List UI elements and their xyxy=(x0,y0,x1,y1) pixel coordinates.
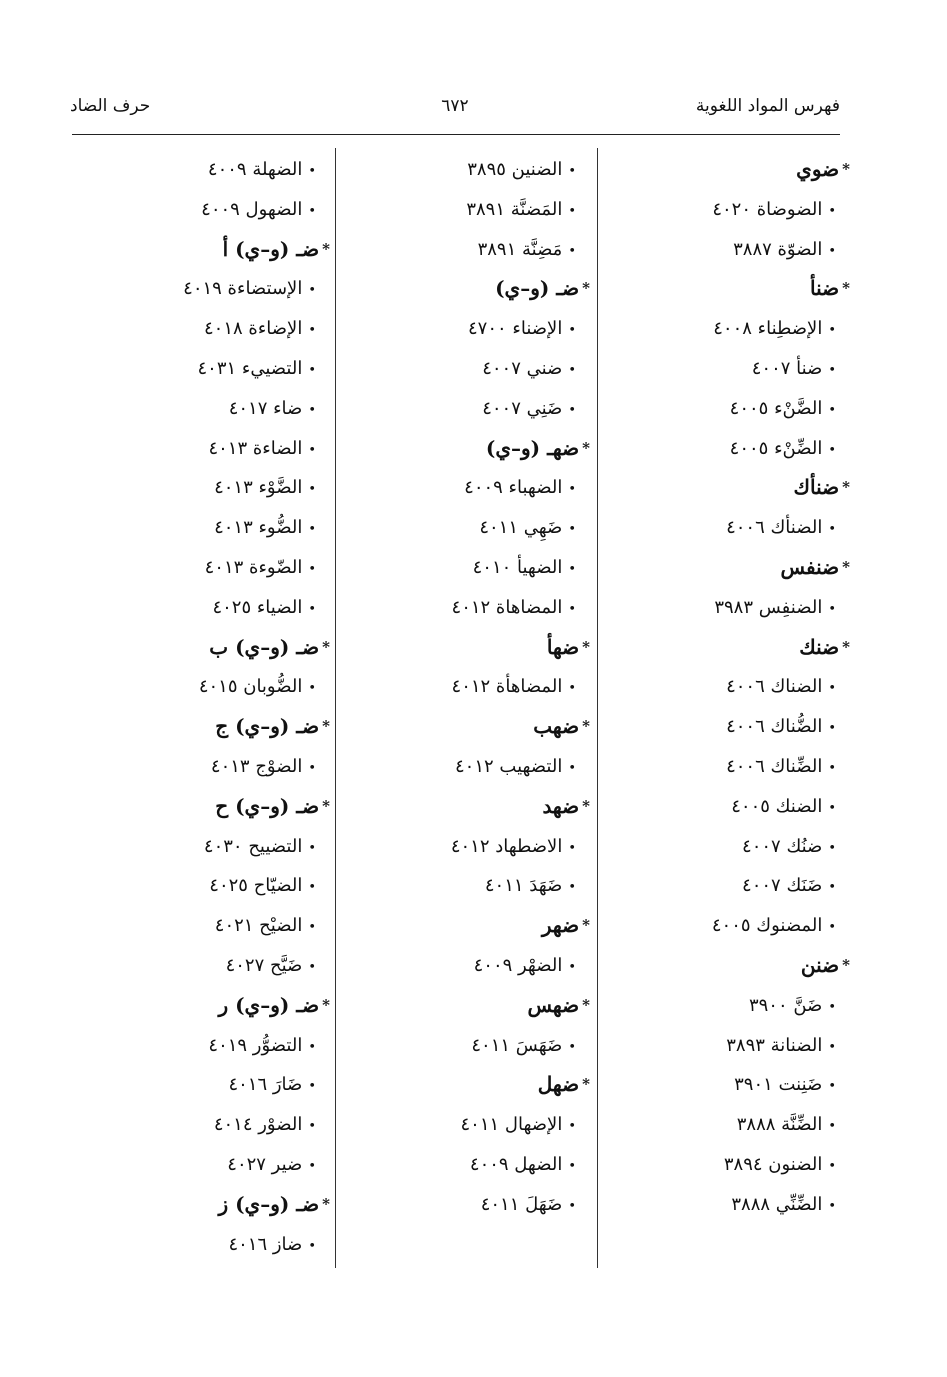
entry-text: ضني ٤٠٠٧ xyxy=(482,357,563,379)
entry-text: الضنين ٣٨٩٥ xyxy=(467,159,563,180)
entry-text: الضيّاح ٤٠٢٥ xyxy=(209,875,303,897)
star-marker: * xyxy=(322,995,330,1014)
index-entry xyxy=(340,548,590,588)
entry-text: الضوّة ٣٨٨٧ xyxy=(733,238,823,260)
entry-text: المضاهأة ٤٠١٢ xyxy=(451,676,563,698)
entry-text: الإستضاءة ٤٠١٩ xyxy=(183,278,303,300)
entry-text: الضهيأ ٤٠١٠ xyxy=(472,556,563,578)
entry-text: المَضنَّة ٣٨٩١ xyxy=(466,198,563,220)
index-column-2 xyxy=(340,150,590,1225)
index-entry xyxy=(600,747,850,787)
bullet-icon: • xyxy=(568,402,576,418)
heading-text: ضـ (و–ي) ر xyxy=(218,992,320,1017)
bullet-icon: • xyxy=(308,203,316,219)
index-entry xyxy=(600,787,850,827)
index-entry xyxy=(600,707,850,747)
bullet-icon: • xyxy=(308,402,316,418)
entry-text: ضَنَّ ٣٩٠٠ xyxy=(748,994,823,1016)
bullet-icon: • xyxy=(828,1079,836,1095)
bullet-icon: • xyxy=(828,920,836,936)
bullet-icon: • xyxy=(828,402,836,418)
index-entry xyxy=(340,747,590,787)
index-entry xyxy=(340,1105,590,1145)
star-marker: * xyxy=(322,796,330,815)
index-entry xyxy=(600,1065,850,1105)
index-entry xyxy=(80,866,330,906)
entry-text: الضهباء ٤٠٠٩ xyxy=(464,477,563,499)
page-header xyxy=(70,96,840,126)
index-entry xyxy=(80,946,330,986)
entry-text: ضَنِي ٤٠٠٧ xyxy=(482,397,563,419)
bullet-icon: • xyxy=(828,1198,836,1214)
heading-text: ضنفس xyxy=(780,554,840,579)
star-marker: * xyxy=(582,279,590,298)
entry-text: الضُّوء ٤٠١٣ xyxy=(214,517,303,539)
root-heading xyxy=(600,468,850,508)
root-heading xyxy=(340,628,590,668)
bullet-icon: • xyxy=(568,164,576,179)
index-entry xyxy=(600,667,850,707)
entry-text: الضهْر ٤٠٠٩ xyxy=(473,954,563,976)
root-heading xyxy=(80,707,330,747)
entry-text: التضهيب ٤٠١٢ xyxy=(455,755,563,777)
entry-text: ضاء ٤٠١٧ xyxy=(228,397,303,419)
index-entry xyxy=(600,986,850,1026)
entry-text: الضنفِس ٣٩٨٣ xyxy=(714,596,823,618)
entry-text: الضِّنْء ٤٠٠٥ xyxy=(729,437,823,459)
bullet-icon: • xyxy=(308,840,316,856)
heading-text: ضهأ xyxy=(546,634,580,659)
star-marker: * xyxy=(582,995,590,1014)
column-divider xyxy=(597,148,598,1268)
heading-text: ضنك xyxy=(799,634,840,659)
bullet-icon: • xyxy=(828,522,836,538)
index-entry xyxy=(600,230,850,270)
entry-text: الإضطِناء ٤٠٠٨ xyxy=(713,318,823,340)
entry-text: الاضطهاد ٤٠١٢ xyxy=(450,835,563,857)
heading-text: ضـ (و–ي) أ xyxy=(222,236,320,261)
star-marker: * xyxy=(582,796,590,815)
root-heading xyxy=(80,628,330,668)
bullet-icon: • xyxy=(568,959,576,975)
index-entry xyxy=(600,1145,850,1185)
bullet-icon: • xyxy=(828,681,836,697)
index-entry xyxy=(80,349,330,389)
bullet-icon: • xyxy=(308,880,316,896)
root-heading xyxy=(80,230,330,270)
entry-text: الضهل ٤٠٠٩ xyxy=(469,1153,563,1175)
root-heading xyxy=(340,1065,590,1105)
heading-text: ضنأك xyxy=(793,475,840,500)
entry-text: الضنون ٣٨٩٤ xyxy=(723,1153,823,1175)
index-entry xyxy=(80,468,330,508)
heading-text: ضهر xyxy=(541,913,580,938)
bullet-icon: • xyxy=(568,323,576,339)
entry-text: ضَهِي ٤٠١١ xyxy=(479,517,563,539)
entry-text: ضاز ٤٠١٦ xyxy=(228,1233,303,1255)
entry-text: الضوْج ٤٠١٣ xyxy=(210,755,303,777)
entry-text: الضُّناك ٤٠٠٦ xyxy=(726,716,823,738)
star-marker: * xyxy=(842,637,850,656)
root-heading xyxy=(340,787,590,827)
entry-text: الضياء ٤٠٢٥ xyxy=(212,596,303,618)
bullet-icon: • xyxy=(308,920,316,936)
bullet-icon: • xyxy=(308,1039,316,1055)
entry-text: الضناك ٤٠٠٦ xyxy=(726,676,823,698)
entry-text: الإضاءة ٤٠١٨ xyxy=(204,318,303,340)
index-entry xyxy=(340,190,590,230)
entry-text: الضنأك ٤٠٠٦ xyxy=(726,517,823,539)
index-column-3 xyxy=(80,150,330,1264)
bullet-icon: • xyxy=(568,203,576,219)
bullet-icon: • xyxy=(568,681,576,697)
index-entry xyxy=(340,349,590,389)
index-entry xyxy=(600,866,850,906)
bullet-icon: • xyxy=(568,1198,576,1214)
star-marker: * xyxy=(582,438,590,457)
heading-text: ضـ (و–ي) xyxy=(495,276,580,301)
entry-text: الضِّناك ٤٠٠٦ xyxy=(726,755,823,777)
bullet-icon: • xyxy=(828,601,836,617)
bullet-icon: • xyxy=(568,243,576,259)
entry-text: الضهلة ٤٠٠٩ xyxy=(207,159,303,180)
root-heading xyxy=(340,429,590,469)
entry-text: ضنُك ٤٠٠٧ xyxy=(742,835,823,857)
entry-text: المضاهاة ٤٠١٢ xyxy=(451,596,563,618)
entry-text: الضّوءة ٤٠١٣ xyxy=(204,556,303,578)
entry-text: ضَنِنت ٣٩٠١ xyxy=(734,1074,823,1096)
entry-text: الإضهال ٤٠١١ xyxy=(460,1114,563,1136)
heading-text: ضـ (و–ي) ب xyxy=(209,634,320,659)
bullet-icon: • xyxy=(828,721,836,737)
index-entry xyxy=(600,508,850,548)
root-heading xyxy=(80,787,330,827)
entry-text: الضُّوبان ٤٠١٥ xyxy=(198,676,303,698)
root-heading xyxy=(340,906,590,946)
entry-text: المضنوك ٤٠٠٥ xyxy=(711,915,823,937)
heading-text: ضنن xyxy=(800,952,840,977)
bullet-icon: • xyxy=(828,760,836,776)
bullet-icon: • xyxy=(308,601,316,617)
index-entry xyxy=(340,827,590,867)
heading-text: ضـ (و–ي) ح xyxy=(215,793,320,818)
star-marker: * xyxy=(322,239,330,258)
bullet-icon: • xyxy=(308,681,316,697)
index-entry xyxy=(340,1185,590,1225)
entry-text: الضنانة ٣٨٩٣ xyxy=(726,1034,823,1056)
chapter-title: حرف الضاد xyxy=(70,96,151,116)
entry-text: مَضِنَّة ٣٨٩١ xyxy=(477,238,563,260)
bullet-icon: • xyxy=(308,482,316,498)
index-entry xyxy=(80,309,330,349)
index-entry xyxy=(340,468,590,508)
index-entry xyxy=(600,1105,850,1145)
index-entry xyxy=(80,548,330,588)
entry-text: الضَّوْء ٤٠١٣ xyxy=(214,477,303,499)
column-divider xyxy=(335,148,336,1268)
index-entry xyxy=(80,150,330,190)
index-entry xyxy=(340,866,590,906)
bullet-icon: • xyxy=(828,1039,836,1055)
bullet-icon: • xyxy=(828,442,836,458)
index-entry xyxy=(340,230,590,270)
index-entry xyxy=(340,588,590,628)
index-entry xyxy=(80,1065,330,1105)
bullet-icon: • xyxy=(828,999,836,1015)
index-entry xyxy=(80,429,330,469)
bullet-icon: • xyxy=(308,1238,316,1254)
entry-text: التضييح ٤٠٣٠ xyxy=(203,835,303,857)
index-entry xyxy=(600,1185,850,1225)
index-entry xyxy=(340,946,590,986)
heading-text: ضهب xyxy=(533,714,580,739)
star-marker: * xyxy=(842,160,850,178)
bullet-icon: • xyxy=(308,959,316,975)
index-entry xyxy=(80,389,330,429)
bullet-icon: • xyxy=(308,1079,316,1095)
bullet-icon: • xyxy=(308,1158,316,1174)
bullet-icon: • xyxy=(568,840,576,856)
root-heading xyxy=(600,548,850,588)
index-entry xyxy=(600,309,850,349)
page-number: ٦٧٢ xyxy=(441,96,469,116)
index-entry xyxy=(80,1225,330,1265)
bullet-icon: • xyxy=(828,203,836,219)
bullet-icon: • xyxy=(568,1119,576,1135)
index-entry xyxy=(80,1105,330,1145)
entry-text: ضَارَ ٤٠١٦ xyxy=(228,1074,303,1096)
index-entry xyxy=(600,1026,850,1066)
root-heading xyxy=(600,269,850,309)
index-entry xyxy=(600,906,850,946)
entry-text: التضييء ٤٠٣١ xyxy=(197,357,303,379)
star-marker: * xyxy=(842,478,850,497)
bullet-icon: • xyxy=(568,561,576,577)
entry-text: الضهول ٤٠٠٩ xyxy=(201,198,303,220)
heading-text: ضهل xyxy=(537,1072,580,1097)
index-entry xyxy=(600,349,850,389)
index-entry xyxy=(340,1026,590,1066)
root-heading xyxy=(80,986,330,1026)
index-entry xyxy=(80,588,330,628)
root-heading xyxy=(600,946,850,986)
star-marker: * xyxy=(582,637,590,656)
bullet-icon: • xyxy=(568,760,576,776)
root-heading xyxy=(80,1185,330,1225)
bullet-icon: • xyxy=(308,561,316,577)
root-heading xyxy=(340,707,590,747)
star-marker: * xyxy=(582,916,590,935)
bullet-icon: • xyxy=(308,760,316,776)
entry-text: الإضناء ٤٧٠٠ xyxy=(468,318,563,340)
heading-text: ضـ (و–ي) ز xyxy=(218,1191,320,1216)
heading-text: ضنأ xyxy=(810,276,840,301)
bullet-icon: • xyxy=(568,522,576,538)
root-heading xyxy=(340,269,590,309)
index-entry xyxy=(340,508,590,548)
heading-text: ضهس xyxy=(527,992,580,1017)
heading-text: ضهد xyxy=(542,793,580,818)
star-marker: * xyxy=(842,557,850,576)
index-entry xyxy=(340,150,590,190)
bullet-icon: • xyxy=(568,601,576,617)
bullet-icon: • xyxy=(308,442,316,458)
entry-text: ضَهَدَ ٤٠١١ xyxy=(484,875,563,897)
entry-text: الضِّنِّي ٣٨٨٨ xyxy=(731,1193,823,1215)
index-column-1 xyxy=(600,150,850,1225)
bullet-icon: • xyxy=(828,323,836,339)
bullet-icon: • xyxy=(828,880,836,896)
index-entry xyxy=(80,269,330,309)
index-entry xyxy=(600,588,850,628)
index-entry xyxy=(80,827,330,867)
entry-text: الضِّنَّة ٣٨٨٨ xyxy=(736,1114,823,1136)
index-entry xyxy=(80,190,330,230)
star-marker: * xyxy=(322,1194,330,1213)
index-entry xyxy=(600,389,850,429)
bullet-icon: • xyxy=(568,362,576,378)
index-entry xyxy=(80,1026,330,1066)
index-entry xyxy=(80,667,330,707)
heading-text: ضهـ (و–ي) xyxy=(485,435,580,460)
entry-text: التضوُّر ٤٠١٩ xyxy=(208,1034,303,1056)
entry-text: الضيْح ٤٠٢١ xyxy=(214,915,303,937)
bullet-icon: • xyxy=(828,800,836,816)
index-entry xyxy=(80,508,330,548)
star-marker: * xyxy=(322,717,330,736)
index-entry xyxy=(80,906,330,946)
bullet-icon: • xyxy=(568,482,576,498)
entry-text: ضنأ ٤٠٠٧ xyxy=(751,357,823,379)
index-entry xyxy=(340,1145,590,1185)
index-entry xyxy=(80,747,330,787)
star-marker: * xyxy=(322,637,330,656)
entry-text: ضَهَلَ ٤٠١١ xyxy=(480,1193,563,1215)
bullet-icon: • xyxy=(308,323,316,339)
bullet-icon: • xyxy=(828,840,836,856)
root-heading xyxy=(600,628,850,668)
star-marker: * xyxy=(842,955,850,974)
bullet-icon: • xyxy=(828,1119,836,1135)
index-title: فهرس المواد اللغوية xyxy=(695,96,840,116)
entry-text: ضير ٤٠٢٧ xyxy=(227,1153,303,1175)
star-marker: * xyxy=(582,717,590,736)
entry-text: الضاءة ٤٠١٣ xyxy=(208,437,303,459)
entry-text: ضَهَسَ ٤٠١١ xyxy=(471,1034,563,1056)
entry-text: الضوضاة ٤٠٢٠ xyxy=(712,198,823,220)
bullet-icon: • xyxy=(568,1158,576,1174)
bullet-icon: • xyxy=(308,283,316,299)
header-rule xyxy=(72,134,840,135)
entry-text: ضَنَك ٤٠٠٧ xyxy=(742,875,823,897)
entry-text: الضوْر ٤٠١٤ xyxy=(213,1114,303,1136)
entry-text: الضَّنْء ٤٠٠٥ xyxy=(729,397,823,419)
root-heading xyxy=(340,986,590,1026)
bullet-icon: • xyxy=(308,362,316,378)
index-entry xyxy=(340,667,590,707)
bullet-icon: • xyxy=(568,880,576,896)
bullet-icon: • xyxy=(828,243,836,259)
bullet-icon: • xyxy=(828,362,836,378)
index-entry xyxy=(600,429,850,469)
index-entry xyxy=(340,309,590,349)
star-marker: * xyxy=(842,279,850,298)
bullet-icon: • xyxy=(308,1119,316,1135)
bullet-icon: • xyxy=(828,1158,836,1174)
bullet-icon: • xyxy=(308,522,316,538)
root-heading xyxy=(600,150,850,190)
heading-text: ضـ (و–ي) ج xyxy=(215,714,320,739)
index-entry xyxy=(600,827,850,867)
entry-text: ضَيَّح ٤٠٢٧ xyxy=(225,954,303,976)
entry-text: الضنك ٤٠٠٥ xyxy=(731,795,823,817)
index-entry xyxy=(80,1145,330,1185)
bullet-icon: • xyxy=(568,1039,576,1055)
star-marker: * xyxy=(582,1075,590,1094)
index-entry xyxy=(600,190,850,230)
heading-text: ضوي xyxy=(796,157,840,181)
bullet-icon: • xyxy=(308,164,316,179)
index-entry xyxy=(340,389,590,429)
